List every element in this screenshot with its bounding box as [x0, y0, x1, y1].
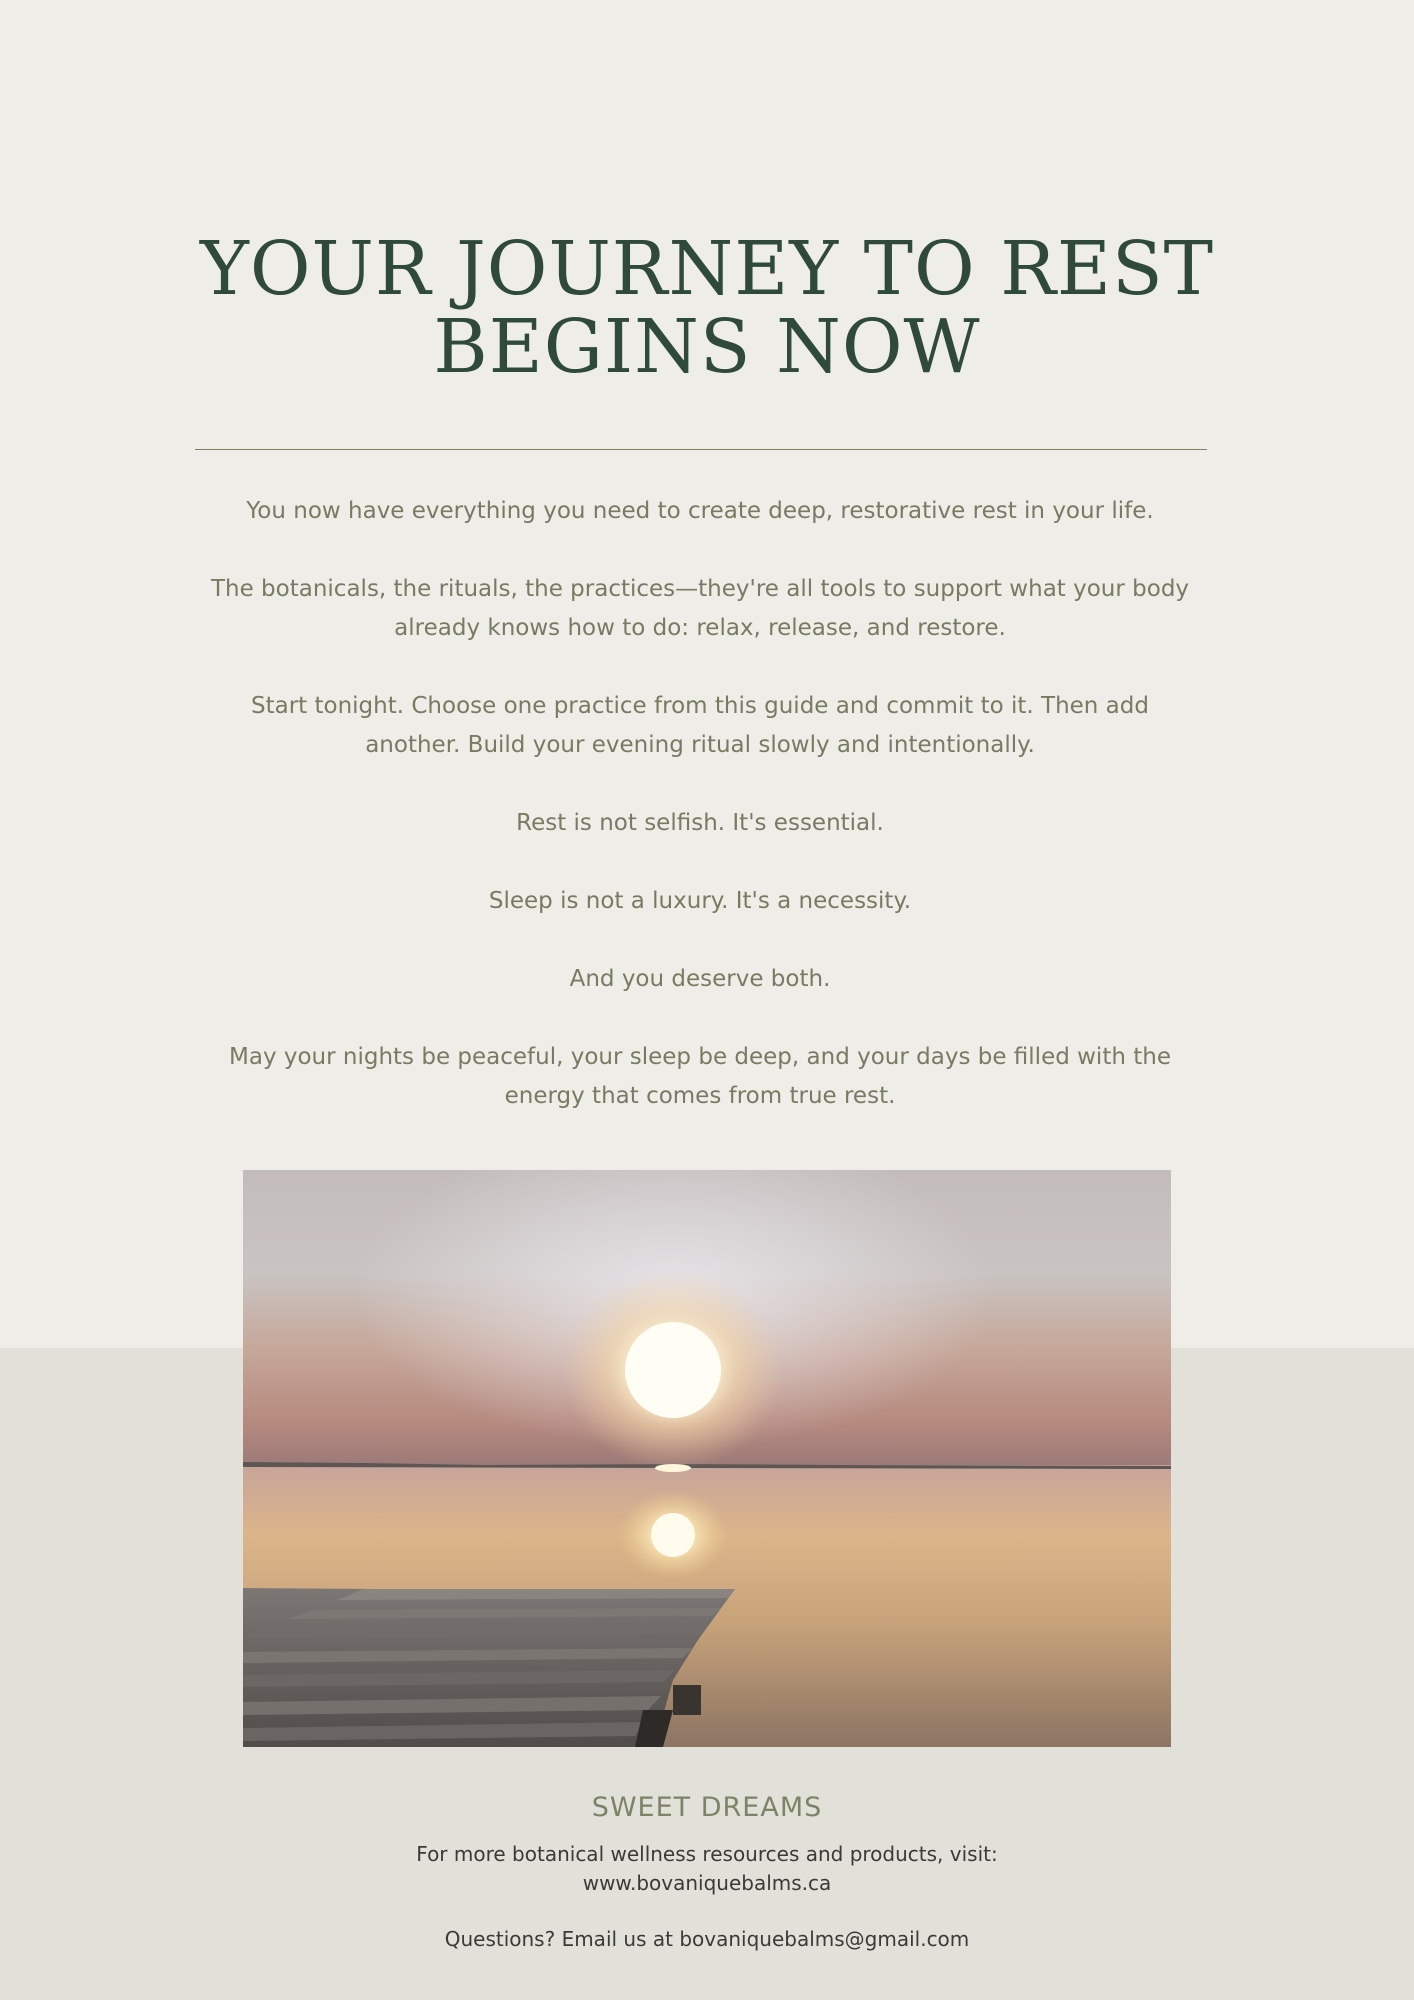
- sun-glint: [655, 1464, 691, 1472]
- paragraph: Rest is not selfish. It's essential.: [516, 810, 884, 836]
- paragraph: Start tonight. Choose one practice from this guide and commit to it. Then add another. Build your evening ritual slowly and intentionally.: [251, 693, 1149, 758]
- body-text: [200, 492, 1200, 1155]
- footer: [200, 1840, 1214, 1954]
- sun-reflection-core: [651, 1513, 695, 1557]
- paragraph: And you deserve both.: [569, 966, 831, 992]
- paragraph: The botanicals, the rituals, the practices—they're all tools to support what your body already knows how to do: relax, release, and restore.: [210, 576, 1190, 641]
- footer-resources-text: For more botanical wellness resources and products, visit:: [416, 1842, 998, 1866]
- paragraph: Sleep is not a luxury. It's a necessity.: [488, 888, 912, 914]
- paragraph: May your nights be peaceful, your sleep be deep, and your days be filled with the energy that comes from true rest.: [229, 1044, 1171, 1109]
- footer-email-text[interactable]: Questions? Email us at bovaniquebalms@gmail.com: [444, 1927, 970, 1951]
- sunset-dock-photo: [243, 1170, 1171, 1747]
- closing-heading: SWEET DREAMS: [591, 1792, 823, 1823]
- footer-website-link[interactable]: www.bovaniquebalms.ca: [582, 1871, 832, 1895]
- sun: [625, 1322, 721, 1418]
- wooden-dock: [243, 1588, 735, 1747]
- paragraph: You now have everything you need to create deep, restorative rest in your life.: [246, 498, 1154, 524]
- page-title: YOUR JOURNEY TO REST BEGINS NOW: [199, 226, 1214, 390]
- title-divider: [195, 449, 1207, 450]
